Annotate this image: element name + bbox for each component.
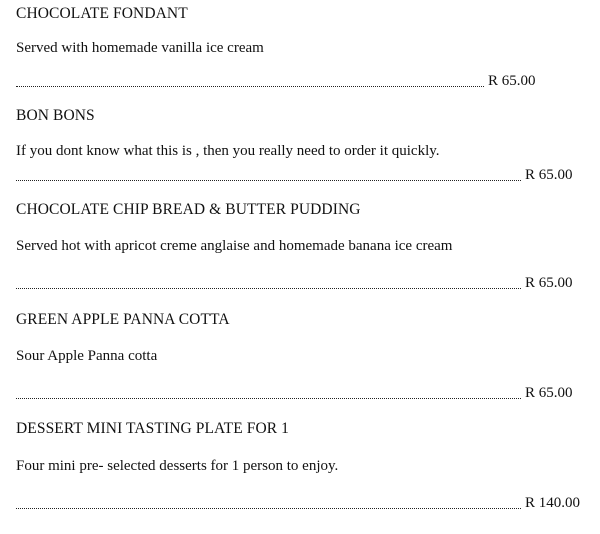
menu-item-price-line	[16, 274, 573, 292]
menu-item-title: BON BONS	[16, 107, 95, 124]
dot-leader	[16, 398, 521, 399]
menu-item-price: R 65.00	[525, 275, 573, 291]
menu-item-description: Sour Apple Panna cotta	[16, 348, 158, 364]
menu-item-price-line	[16, 166, 573, 184]
menu-item-price: R 65.00	[488, 73, 536, 89]
menu-item-price: R 65.00	[525, 167, 573, 183]
menu-item-title: DESSERT MINI TASTING PLATE FOR 1	[16, 420, 290, 437]
menu-item-description: Four mini pre- selected desserts for 1 person to enjoy.	[16, 458, 339, 474]
dot-leader	[16, 86, 484, 87]
menu-item-price: R 65.00	[525, 385, 573, 401]
menu-item-price-line	[16, 72, 536, 90]
menu-item-price-line	[16, 494, 580, 512]
menu-item-title: GREEN APPLE PANNA COTTA	[16, 311, 230, 328]
menu-item-description: If you dont know what this is , then you really need to order it quickly.	[16, 143, 440, 159]
dot-leader	[16, 180, 521, 181]
menu-item-description: Served hot with apricot creme anglaise and homemade banana ice cream	[16, 238, 453, 254]
menu-item-price: R 140.00	[525, 495, 581, 511]
menu-item-title: CHOCOLATE FONDANT	[16, 5, 188, 22]
dot-leader	[16, 508, 521, 509]
menu-item-description: Served with homemade vanilla ice cream	[16, 40, 264, 56]
menu-item-title: CHOCOLATE CHIP BREAD & BUTTER PUDDING	[16, 201, 361, 218]
dot-leader	[16, 288, 521, 289]
menu-item-price-line	[16, 384, 573, 402]
